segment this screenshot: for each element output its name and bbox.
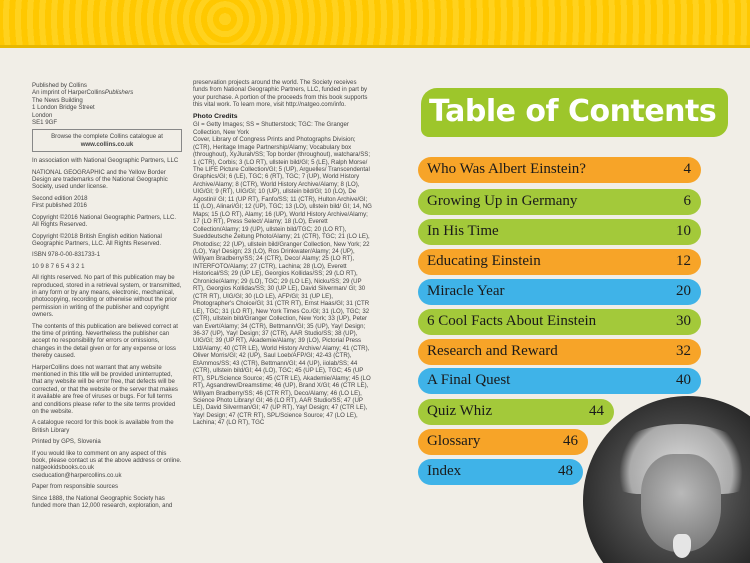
toc-entry-label: Quiz Whiz [427, 403, 493, 419]
toc-entry-label: Educating Einstein [427, 253, 541, 269]
toc-entry-label: A Final Quest [427, 372, 511, 388]
colophon-paragraph: Second edition 2018 First published 2016 [32, 194, 88, 210]
photo-credits [193, 79, 373, 431]
toc-entry-label: Who Was Albert Einstein? [427, 161, 586, 177]
toc-entry[interactable] [418, 399, 614, 425]
toc-entry-label: Miracle Year [427, 283, 505, 299]
imprint: An imprint of HarperCollinsPublishers [32, 89, 134, 97]
toc-entry-page: 46 [563, 433, 578, 449]
toc-entry-page: 12 [676, 253, 691, 269]
address-line: London [32, 111, 53, 119]
isbn: ISBN 978-0-00-831733-1 [32, 251, 101, 259]
credits-key: GI = Getty Images; SS = Shutterstock; TGC: The Granger Collection, New York [193, 121, 349, 136]
colophon [32, 82, 182, 514]
toc-entry-page: 10 [676, 223, 691, 239]
toc-entry-label: Index [427, 463, 462, 479]
contact-paragraph: If you would like to comment on any aspect of this book, please contact us at the above address or online. natgeokidsbooks.co.uk cseducation@harpercollins.co.uk [32, 449, 182, 479]
toc-entry-label: Growing Up in Germany [427, 193, 578, 209]
toc-entry-page: 20 [676, 283, 691, 299]
catalogue-link[interactable]: www.collins.co.uk [80, 140, 134, 148]
credits-body: Cover, Library of Congress Prints and Photographs Division; (CTR), Heritage Image Partnership/Alamy; Vocabulary box (throughout), XyJlurah/SS; Top border (throughout), watchara/SS; 1 (CTR), Corbis; 3 (LO RT), ullstein bild/GI; 5 (LE), Ralph Morse/ The LIFE Picture Collection/GI; 5 (UP), Arguelles/ Transcendental Graphics/GI; 6 (LE), TGC; 6 (RT), TGC; 7 (UP), World History Archive/Alamy; 8 (CTR), World History Archive/Alamy; 8 (LO), UIG/GI; 9 (RT), UIG/GI; 10 (UP), ullstein bild/GI; 10 (LO), De Agostini/ GI; 11 (UP RT), Fanfo/SS; 11 (CTR), Hulton Archive/GI; 11 (LO), Alinari/GI; 12 (UP), TGC; 13 (LO), ullstein bild/ GI; 14, NG Maps; 15 (LO RT), Alamy; 16 (UP), World History Archive/Alamy; 17 (LO RT), Press Select/ Alamy; 18 (LO), Everett Collection/Alamy; 19 (UP), ullstein bild/TGC; 20 (LO RT), Sueddeutsche Zeitung Photo/Alamy; 21 (CTR), TGC; 21 (LO LE), Photodisc; 22 (UP), ullstein bild/Granger Collection, New York; 22 (LO), Yay! Design; 23 (LO), Ros Drinkwater/Alamy; 24 (UP), Willyam Bradberry/SS; 24 (CTR), Deco/ Alamy; 25 (LO RT), INTERFOTO/Alamy; 27 (CTR), Lachina; 28 (LO), Everett Historical/SS; 29 (UP LE), Georgios Kollidas/SS; 29 (LO RT), Chronicle/Alamy; 29 (LO), TGC; 29 (LO LE), Nicku/SS; 29 (UP RT), Georgios Kollidas/SS; 30 (UP LE), David Silverman/ GI; 30 (CTR RT), UIG/GI; 30 (LO LE), AFP/GI; 31 (UP LE), Photographer's Choice/GI; 31 (CTR RT), Ernst Haas/GI; 31 (CTR LE), TGC; 31 (LO RT), New York Times Co./GI; 31 (LO), TGC; 32 (CTR), ullstein bild/Granger Collection, New York; 33 (UP), Peter van Evert/Alamy; 34 (CTR), Bettmann/GI; 35 (UP), Yay! Design; 36-37 (UP), Yay! Design; 37 (CTR), AAR Studio/SS; 38 (UP), UIG/GI; 39 (UP RT), Akademie/Alamy; 39 (LO), Pictorial Press Ltd/Alamy; 40 (CTR LE), World History Archive/ Alamy; 41 (CTR), Oliver Morris/GI; 42 (UP), Saul Loeb/AFP/GI; 42-43 (CTR), EtAmmos/SS; 43 (CTR), Bettmann/GI; 44 (UP), iiolab/SS; 44 (CTR), ullstein bild/GI; 44 (LO), TGC; 45 (UP LE), TGC; 45 (UP RT), SPL/Science Source; 45 (CTR LE), Akademie/Alamy; 45 (LO RT), Agsandrew/Dreamstime; 46 (UP), Brand X/GI; 46 (CTR LE), Willyam Bradberry/SS; 46 (CTR RT), Deco/Alamy; 46 (LO LE), Science Photo Library/ GI; 46 (LO RT), AAR Studio/SS; 47 (UP LE), David Silverman/GI; 47 (UP RT), Yay! Design; 47 (CTR LE), Yay! Design; 47 (CTR RT), SPL/Science Source; 47 (LO LE), Lachina; 47 (LO RT), TGC [193, 136, 372, 427]
toc-entry[interactable] [418, 279, 701, 305]
toc-entry-page: 40 [676, 372, 691, 388]
colophon-paragraph: In association with National Geographic Partners, LLC [32, 157, 179, 165]
toc-entry[interactable] [418, 309, 701, 335]
toc-entry-page: 4 [683, 161, 691, 177]
toc-entry-label: Glossary [427, 433, 481, 449]
colophon-paragraph: The contents of this publication are believed correct at the time of printing. Nevertheless the publisher can accept no responsibility for errors or omissions, changes in the detail given or for any expense or loss thereby caused. [32, 322, 178, 360]
toc-entry-page: 44 [589, 403, 604, 419]
toc-entry[interactable] [418, 339, 701, 365]
yellow-border [0, 0, 750, 48]
catalogue-box: Browse the complete Collins catalogue at www.collins.co.uk [32, 129, 182, 152]
address-line: 1 London Bridge Street [32, 104, 95, 112]
address-line: SE1 9GF [32, 119, 58, 127]
society-text: preservation projects around the world. The Society receives funds from National Geographic Partners, LLC, funded in part by your purchase. A portion of the proceeds from this book supports this vital work. To learn more, visit http://natgeo.com/info. [193, 79, 368, 109]
toc-entry[interactable] [418, 219, 701, 245]
toc-entry-page: 6 [683, 193, 691, 209]
address-line: The News Building [32, 96, 83, 104]
toc-entry-page: 32 [676, 343, 691, 359]
toc-entry[interactable] [418, 368, 701, 394]
toc-entry[interactable] [418, 189, 701, 215]
toc-entry-page: 30 [676, 313, 691, 329]
toc-entry-page: 48 [558, 463, 573, 479]
toc-entry[interactable] [418, 429, 588, 455]
colophon-paragraph: Copyright ©2018 British English edition National Geographic Partners, LLC. All Rights Reserved. [32, 232, 162, 247]
colophon-paragraph: Paper from responsible sources [32, 483, 119, 491]
colophon-paragraph: Since 1888, the National Geographic Society has funded more than 12,000 research, exploration, and [32, 494, 173, 510]
colophon-paragraph: All rights reserved. No part of this publication may be reproduced, stored in a retrieval system, or transmitted, in any form or by any means, electronic, mechanical, photocopying, recording or otherwise without the prior permission in writing of the publisher and copyright owners. [32, 274, 182, 319]
toc-entry-label: 6 Cool Facts About Einstein [427, 313, 597, 329]
toc-entry-label: Research and Reward [427, 343, 558, 359]
print-line: 10 9 8 7 6 5 4 3 2 1 [32, 262, 85, 270]
published-by: Published by Collins [32, 82, 87, 89]
colophon-paragraph: Printed by GPS, Slovenia [32, 438, 101, 446]
toc-entry[interactable] [418, 459, 583, 485]
colophon-paragraph: Copyright ©2016 National Geographic Partners, LLC. All Rights Reserved. [32, 213, 177, 229]
toc-entry-label: In His Time [427, 223, 499, 239]
toc-title: Table of Contents [421, 88, 728, 137]
colophon-paragraph: HarperCollins does not warrant that any website mentioned in this title will be provided uninterrupted, that any website will be error free, that defects will be corrected, or that the website or the server that makes it available are free of viruses or bugs. For full terms and conditions please refer to the site terms provided on the website. [32, 363, 178, 416]
colophon-paragraph: NATIONAL GEOGRAPHIC and the Yellow Border Design are trademarks of the National Geographic Society, used under license. [32, 168, 168, 191]
toc-entry[interactable] [418, 249, 701, 275]
credits-heading: Photo Credits [193, 112, 238, 120]
toc-entry[interactable] [418, 157, 701, 183]
colophon-paragraph: A catalogue record for this book is available from the British Library [32, 419, 174, 434]
